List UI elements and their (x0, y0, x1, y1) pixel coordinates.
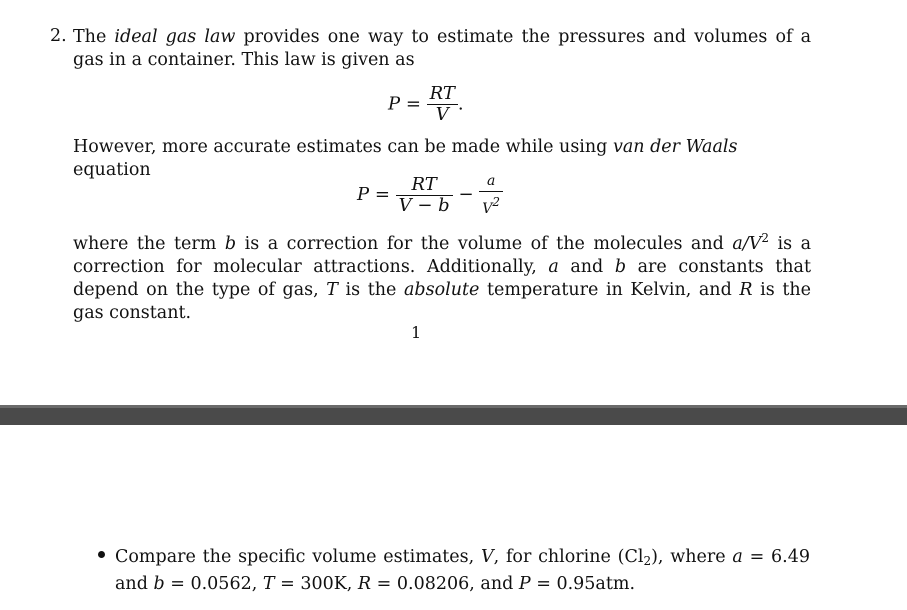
var-b: b (153, 574, 165, 594)
var-r: R (357, 574, 372, 594)
van-der-waals-equation (357, 171, 503, 219)
text: is the gas constant. (73, 280, 811, 323)
denominator-v: V (482, 201, 493, 217)
ideal-gas-law-term: ideal gas law (114, 27, 236, 47)
denominator: V − b (398, 194, 450, 216)
text: and (558, 257, 615, 277)
period: . (457, 93, 464, 115)
denominator (479, 192, 503, 219)
eq-lhs: P = (357, 184, 390, 205)
ideal-gas-equation (388, 84, 464, 125)
bullet-icon (96, 548, 108, 560)
text: = 0.95atm. (530, 574, 636, 594)
minus-sign: − (458, 184, 474, 205)
var-b: b (614, 257, 627, 277)
var-r: R (739, 280, 753, 300)
fraction-rt (396, 175, 453, 216)
denominator: V (435, 104, 449, 125)
text: are constants that depend on the type of gas, (73, 257, 811, 300)
text: = 0.08206, and (371, 574, 519, 594)
exponent: 2 (492, 195, 501, 209)
fraction-a (479, 171, 503, 219)
page-number: 1 (411, 323, 422, 342)
var-t: T (262, 574, 275, 594)
text: temperature in Kelvin, and (479, 280, 740, 300)
explanation-paragraph (73, 227, 811, 325)
text: = 300K, (274, 574, 358, 594)
var-a: a (732, 547, 743, 567)
text: The (73, 27, 115, 47)
var-p: P (518, 574, 531, 594)
text: provides one way to estimate the pressures and volumes of a gas in a container. This law is given as (73, 27, 811, 70)
text: , for chlorine (Cl (493, 547, 644, 567)
text: Compare the specific volume estimates, (115, 547, 481, 567)
eq-lhs: P = (388, 93, 421, 115)
var-t: T (326, 280, 338, 300)
text: where the term (73, 234, 225, 254)
item-number: 2. (50, 26, 67, 46)
text: ), where (651, 547, 733, 567)
page-separator (0, 405, 907, 425)
van-der-waals-term: van der Waals (612, 137, 738, 157)
var-v: V (480, 547, 494, 567)
var-a-over-v: a/V (732, 234, 762, 254)
text: is a correction for molecular attractions. Additionally, (73, 234, 812, 277)
text: equation (73, 160, 151, 180)
text: is the (337, 280, 404, 300)
var-a: a (548, 257, 559, 277)
numerator: RT (396, 175, 453, 196)
text: However, more accurate estimates can be made while using (73, 137, 613, 157)
absolute-term: absolute (403, 280, 480, 300)
numerator: RT (427, 84, 458, 105)
text: is a correction for the volume of the molecules and (236, 234, 733, 254)
numerator: a (479, 171, 503, 192)
bullet-item (115, 546, 810, 596)
subscript: 2 (643, 554, 652, 568)
exponent: 2 (761, 231, 769, 245)
text: = 6.49 and (115, 547, 810, 594)
text: = 0.0562, (164, 574, 263, 594)
var-b: b (224, 234, 237, 254)
intro-paragraph (73, 26, 811, 72)
fraction (427, 84, 458, 125)
